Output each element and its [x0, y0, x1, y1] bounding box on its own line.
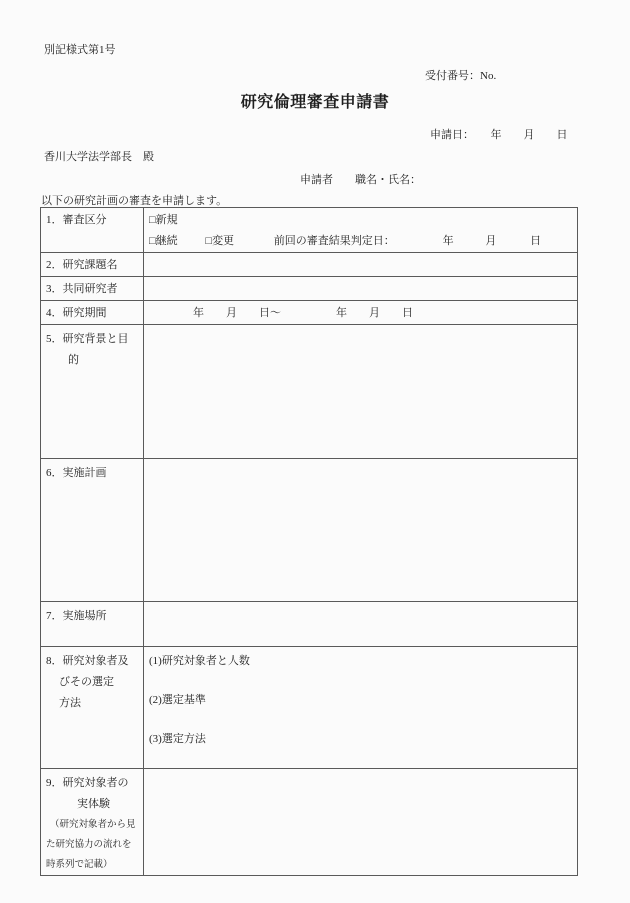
implementation-plan-field[interactable] [144, 459, 578, 602]
applicant-line: 申請者 職名・氏名： [300, 174, 421, 186]
implementation-place-field[interactable] [144, 602, 578, 647]
subjects-item-1: (1)研究対象者と人数 [149, 655, 250, 667]
subjects-selection-field[interactable] [144, 647, 578, 769]
page-title: 研究倫理審査申請書 [240, 94, 390, 111]
row8-label-line2: びその選定 [59, 676, 114, 688]
addressee-line: 香川大学法学部長 殿 [44, 151, 154, 163]
row2-label: 2．研究課題名 [41, 253, 144, 277]
subjects-item-3: (3)選定方法 [149, 733, 206, 745]
checkbox-change[interactable] [205, 235, 234, 247]
table-row-co-researchers [41, 277, 578, 301]
checkbox-continue-icon: □ [149, 235, 156, 247]
previous-result-label: 前回の審査結果判定日： [273, 235, 395, 247]
row9-note-line3: 時系列で記載） [46, 860, 113, 870]
application-table [40, 207, 578, 876]
checkbox-continue[interactable] [149, 235, 178, 247]
row9-label [41, 769, 144, 876]
row8-label-line1: 8．研究対象者及 [46, 655, 129, 667]
table-row-subject-experience [41, 769, 578, 876]
review-category-line2 [149, 231, 572, 252]
unit-month: 月 [485, 235, 497, 247]
row8-label-line3: 方法 [59, 697, 81, 709]
table-row-implementation-place [41, 602, 578, 647]
row3-label: 3．共同研究者 [41, 277, 144, 301]
row1-content [144, 208, 578, 253]
table-row-research-title [41, 253, 578, 277]
checkbox-new-label: 新規 [155, 214, 178, 226]
subject-experience-field[interactable] [144, 769, 578, 876]
row5-label-line2: 的 [68, 354, 79, 366]
co-researchers-field[interactable] [144, 277, 578, 301]
unit-day: 日 [530, 235, 542, 247]
checkbox-new-icon: □ [149, 214, 156, 226]
checkbox-continue-label: 継続 [155, 235, 178, 247]
checkbox-change-icon: □ [205, 235, 213, 247]
table-row-research-period [41, 301, 578, 325]
subjects-item-2: (2)選定基準 [149, 694, 206, 706]
row5-label-line1: 5．研究背景と目 [46, 333, 129, 345]
row8-label [41, 647, 144, 769]
table-row-subjects-selection [41, 647, 578, 769]
row9-label-line1: 9．研究対象者の [46, 777, 129, 789]
row9-note-line2: た研究協力の流れを [46, 840, 132, 850]
application-date-line: 申請日： 年 月 日 [430, 129, 568, 141]
row6-label: 6．実施計画 [41, 459, 144, 602]
unit-year: 年 [442, 235, 454, 247]
row1-label: 1．審査区分 [41, 208, 144, 253]
row9-label-line2: 実体験 [77, 798, 110, 810]
form-code: 別記様式第1号 [44, 44, 116, 56]
research-title-field[interactable] [144, 253, 578, 277]
table-row-review-category [41, 208, 578, 253]
row7-label: 7．実施場所 [41, 602, 144, 647]
research-period-field[interactable]: 年 月 日～ 年 月 日 [144, 301, 578, 325]
row4-label: 4．研究期間 [41, 301, 144, 325]
review-category-line1 [149, 210, 572, 231]
row9-note-line1: （研究対象者から見 [50, 820, 136, 830]
receipt-number: 受付番号：No. [425, 70, 497, 82]
row5-label [41, 325, 144, 459]
table-row-background-purpose [41, 325, 578, 459]
intro-sentence: 以下の研究計画の審査を申請します。 [41, 195, 228, 207]
checkbox-change-label: 変更 [212, 235, 235, 247]
checkbox-new[interactable] [149, 214, 178, 226]
background-purpose-field[interactable] [144, 325, 578, 459]
table-row-implementation-plan [41, 459, 578, 602]
